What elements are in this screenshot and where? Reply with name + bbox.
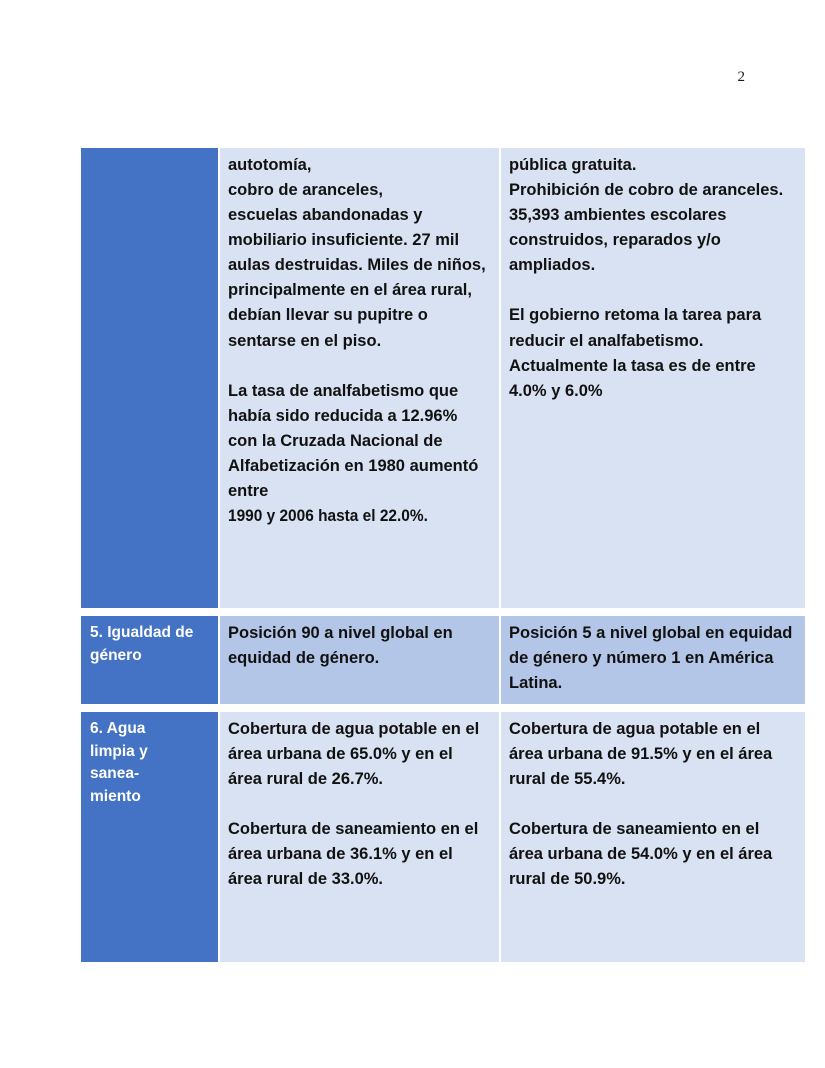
after-line-3: 35,393 ambientes escolares construidos, reparados y/o ampliados. (509, 206, 727, 275)
paragraph-spacer (228, 792, 490, 817)
row-after-cell (499, 712, 805, 962)
row-label-line-2: limpia y (90, 742, 148, 760)
before-line-1: autotomía, (228, 156, 312, 174)
before-line-3: escuelas abandonadas y mobiliario insuficiente. 27 mil aulas destruidas. Miles de niños, principalmente en el área rural, debían llevar su pupitre o sentarse en el piso. (228, 206, 486, 350)
page-number: 2 (737, 69, 745, 85)
row-label-text-block (81, 712, 218, 962)
row-label-cell (81, 148, 218, 608)
row-before-cell (218, 148, 499, 608)
after-line-4: El gobierno retoma la tarea para reducir el analfabetismo. Actualmente la tasa es de entre 4.0% y 6.0% (509, 306, 762, 400)
row-label-line-4: miento (90, 787, 141, 805)
paragraph-spacer (228, 354, 490, 379)
row-label-text: 5. Igualdad de género (81, 616, 218, 704)
row-separator (81, 608, 805, 616)
row-separator (81, 704, 805, 712)
before-line-5 (228, 504, 490, 529)
row-after-cell (499, 616, 805, 704)
after-line-2: Prohibición de cobro de aranceles. (509, 181, 784, 200)
after-line-1: Cobertura de agua potable en el área urbana de 91.5% y en el área rural de 55.4%. (509, 720, 773, 789)
row-before-cell (218, 712, 499, 962)
sdg-comparison-table (81, 148, 805, 962)
sdg-comparison-table-wrapper (81, 148, 805, 962)
before-line-5-text: 1990 y 2006 hasta el 22.0%. (228, 507, 428, 526)
after-line-2: Cobertura de saneamiento en el área urbana de 54.0% y en el área rural de 50.9%. (509, 820, 773, 889)
row-label-cell (81, 712, 218, 962)
before-line-1: Cobertura de agua potable en el área urbana de 65.0% y en el área rural de 26.7%. (228, 720, 480, 789)
table-row (81, 712, 805, 962)
before-line-2: cobro de aranceles, (228, 181, 383, 200)
row-before-cell (218, 616, 499, 704)
row-label-line-1: 6. Agua (90, 720, 146, 737)
table-row (81, 148, 805, 608)
paragraph-spacer (509, 792, 796, 817)
paragraph-spacer (509, 278, 796, 303)
row-label-cell (81, 616, 218, 704)
table-row (81, 616, 805, 704)
before-line-4: La tasa de analfabetismo que había sido reducida a 12.96% con la Cruzada Nacional de Alfabetización en 1980 aumentó entre (228, 381, 479, 501)
after-line-1: pública gratuita. (509, 156, 637, 174)
after-line-1: Posición 5 a nivel global en equidad de género y número 1 en América Latina. (509, 624, 793, 693)
before-line-1: Posición 90 a nivel global en equidad de género. (228, 624, 453, 668)
row-after-cell (499, 148, 805, 608)
row-label-text (81, 148, 218, 608)
before-line-2: Cobertura de saneamiento en el área urbana de 36.1% y en el área rural de 33.0%. (228, 820, 479, 889)
row-label-line-3: sanea- (90, 765, 140, 783)
